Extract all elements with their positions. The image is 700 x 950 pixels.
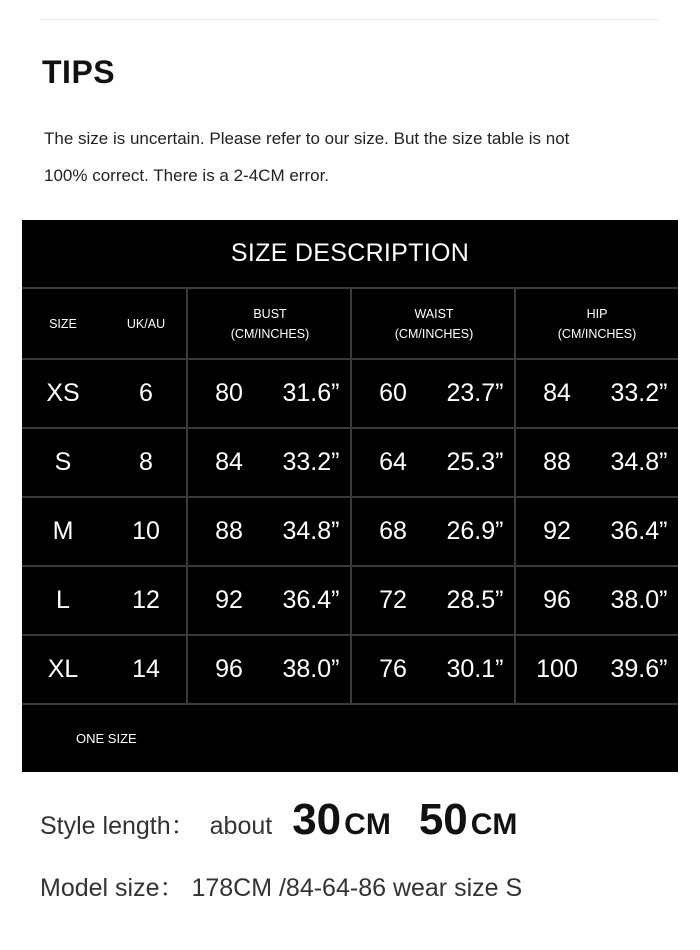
length-value-2: 50 (418, 795, 468, 844)
cell-uk: 14 (132, 655, 160, 683)
length-value-1: 30 (292, 795, 342, 844)
cell-bust-in: 34.8” (282, 517, 340, 545)
cell-hip-in: 33.2” (610, 379, 668, 407)
cell-hip-cm: 88 (543, 448, 571, 476)
one-size-row (22, 703, 678, 772)
cell-bust-cm: 88 (215, 517, 243, 545)
style-length-label: Style length： (40, 812, 196, 840)
header-bust: BUST (CM/INCHES) (230, 306, 310, 341)
header-waist: WAIST (CM/INCHES) (394, 306, 474, 341)
cell-uk: 6 (139, 379, 153, 407)
style-length (40, 795, 517, 851)
cell-waist-cm: 72 (379, 586, 407, 614)
cell-hip-cm: 92 (543, 517, 571, 545)
cell-hip-in: 39.6” (610, 655, 668, 683)
cell-bust-in: 31.6” (282, 379, 340, 407)
cell-waist-in: 26.9” (446, 517, 504, 545)
cell-waist-in: 23.7” (446, 379, 504, 407)
cell-size: S (54, 448, 72, 476)
cell-bust-cm: 96 (215, 655, 243, 683)
cell-bust-in: 38.0” (282, 655, 340, 683)
cell-hip-cm: 84 (543, 379, 571, 407)
column-divider (514, 289, 516, 703)
cell-hip-in: 36.4” (610, 517, 668, 545)
header-ukau: UK/AU (126, 316, 166, 331)
tips-title: TIPS (42, 54, 116, 90)
cell-uk: 8 (139, 448, 153, 476)
cell-uk: 10 (132, 517, 160, 545)
cell-bust-cm: 80 (215, 379, 243, 407)
cell-waist-cm: 76 (379, 655, 407, 683)
cell-bust-cm: 92 (215, 586, 243, 614)
tips-text (44, 120, 664, 194)
length-unit-2: CM (470, 808, 518, 841)
length-unit-1: CM (344, 808, 391, 841)
tips-line-1: The size is uncertain. Please refer to our size. But the size table is not (44, 129, 570, 148)
cell-hip-cm: 96 (543, 586, 571, 614)
cell-waist-cm: 64 (379, 448, 407, 476)
tips-line-2: 100% correct. There is a 2-4CM error. (44, 166, 330, 185)
size-table (22, 220, 678, 772)
cell-waist-in: 28.5” (446, 586, 504, 614)
style-length-about: about (209, 812, 273, 840)
cell-size: L (56, 586, 70, 614)
table-title: SIZE DESCRIPTION (22, 220, 678, 289)
cell-bust-cm: 84 (215, 448, 243, 476)
header-size: SIZE (49, 316, 77, 331)
one-size-label: ONE SIZE (76, 731, 137, 746)
top-divider (40, 19, 658, 20)
cell-size: XS (46, 379, 80, 407)
cell-waist-cm: 68 (379, 517, 407, 545)
cell-hip-in: 34.8” (610, 448, 668, 476)
cell-hip-in: 38.0” (610, 586, 668, 614)
cell-waist-in: 25.3” (446, 448, 504, 476)
cell-size: XL (47, 655, 79, 683)
header-hip: HIP (CM/INCHES) (557, 306, 637, 341)
cell-uk: 12 (132, 586, 160, 614)
cell-size: M (52, 517, 74, 545)
model-size: Model size： 178CM /84-64-86 wear size S (40, 874, 523, 902)
column-divider (186, 289, 188, 703)
column-divider (350, 289, 352, 703)
cell-bust-in: 33.2” (282, 448, 340, 476)
cell-bust-in: 36.4” (282, 586, 340, 614)
cell-waist-in: 30.1” (446, 655, 504, 683)
cell-waist-cm: 60 (379, 379, 407, 407)
cell-hip-cm: 100 (536, 655, 578, 683)
